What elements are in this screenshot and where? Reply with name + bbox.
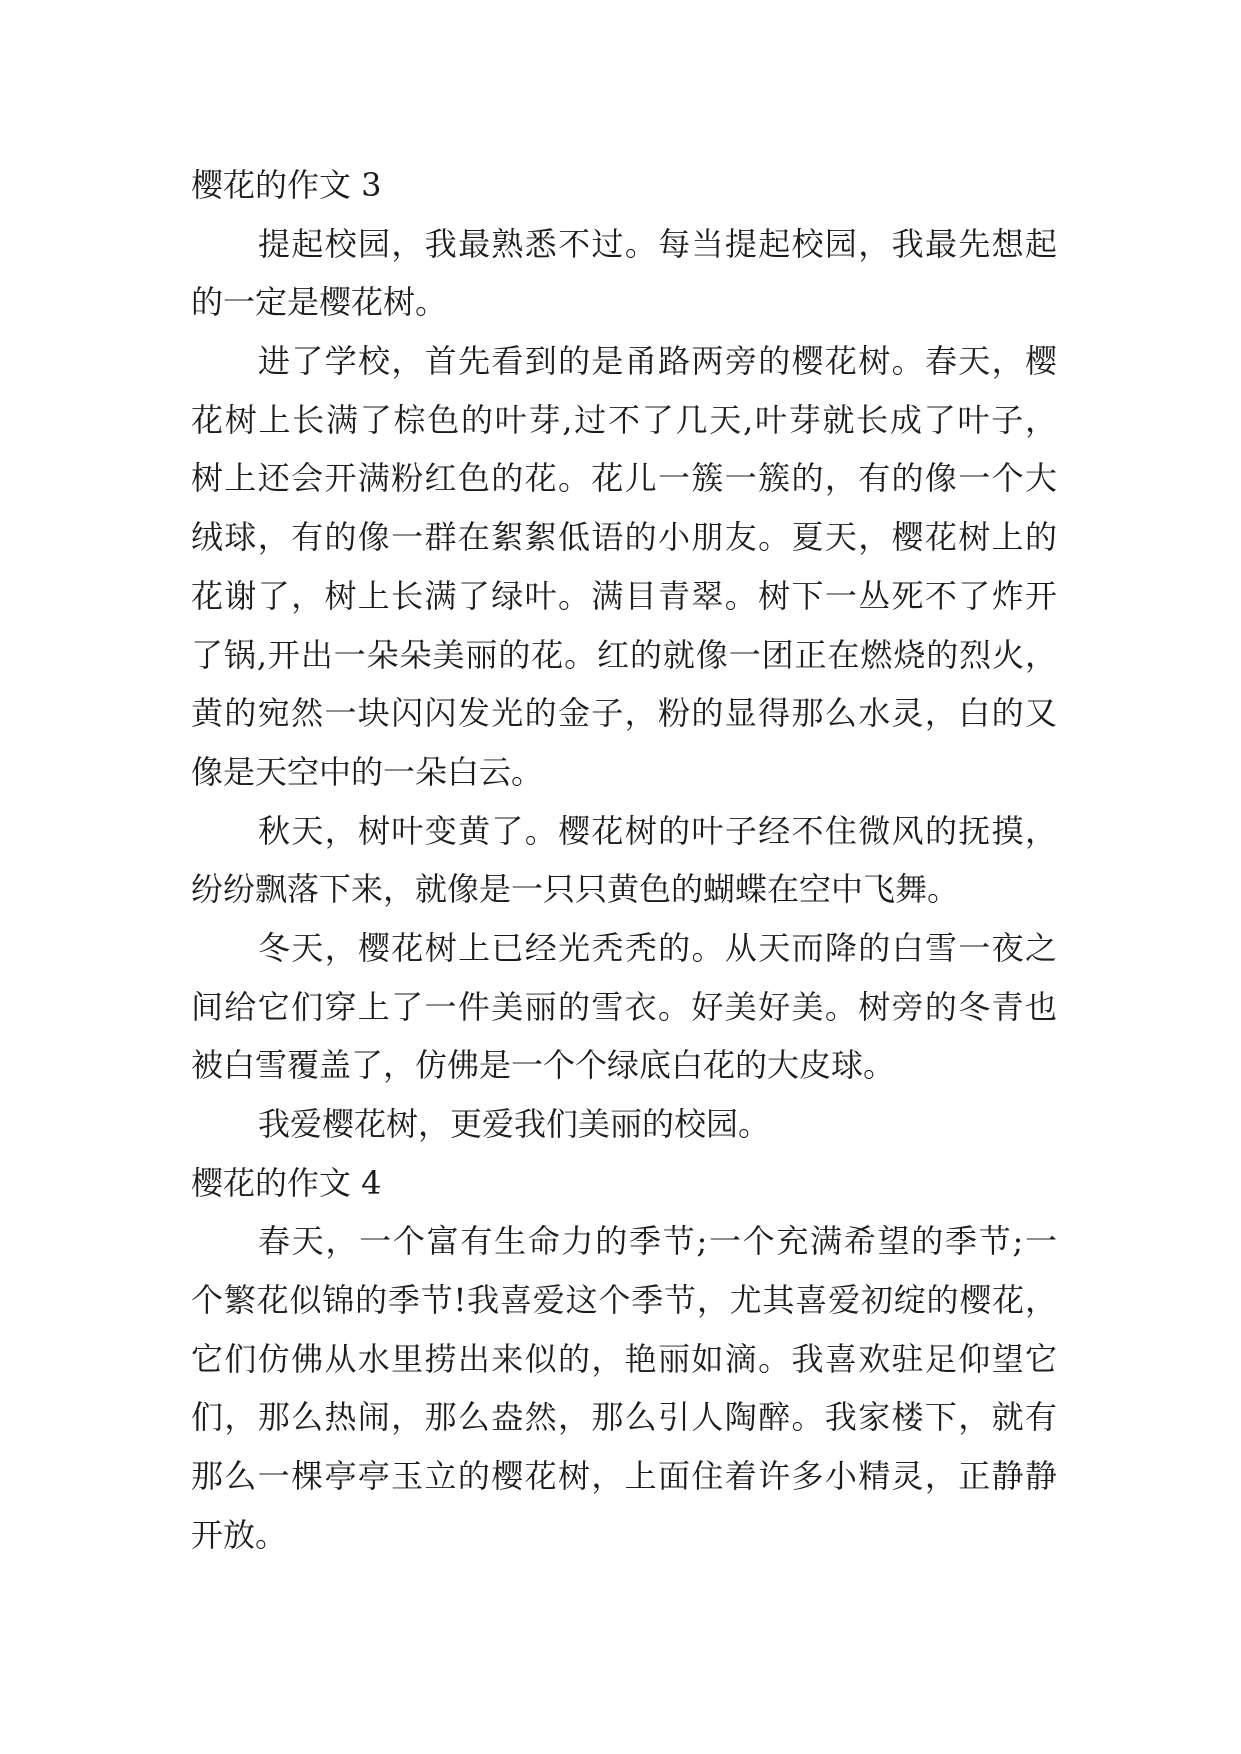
paragraph — [191, 215, 1057, 332]
paragraph-line: 像是天空中的一朵白云。 — [191, 752, 544, 791]
essay-section — [191, 156, 1057, 1154]
paragraph-line: 花谢了，树上长满了绿叶。满目青翠。树下一丛死不了炸开 — [191, 576, 1057, 615]
essay-title: 樱花的作文 4 — [191, 1163, 382, 1202]
paragraph-line: 纷纷飘落下来，就像是一只只黄色的蝴蝶在空中飞舞。 — [191, 870, 960, 909]
paragraph — [191, 1095, 1057, 1154]
paragraph-line: 绒球，有的像一群在絮絮低语的小朋友。夏天，樱花树上的 — [191, 518, 1057, 557]
paragraph-line: 秋天，树叶变黄了。樱花树的叶子经不住微风的抚摸， — [258, 811, 1057, 850]
essay-title: 樱花的作文 3 — [191, 166, 382, 204]
paragraph-line: 黄的宛然一块闪闪发光的金子，粉的显得那么水灵，白的又 — [191, 694, 1057, 733]
paragraph — [191, 802, 1057, 919]
paragraph-line: 提起校园，我最熟悉不过。每当提起校园，我最先想起 — [258, 224, 1057, 263]
paragraph-line: 间给它们穿上了一件美丽的雪衣。好美好美。树旁的冬青也 — [191, 987, 1057, 1026]
paragraph-line: 花树上长满了棕色的叶芽,过不了几天,叶芽就长成了叶子， — [191, 400, 1057, 439]
paragraph-line: 了锅,开出一朵朵美丽的花。红的就像一团正在燃烧的烈火， — [191, 635, 1057, 674]
essay-section — [191, 1154, 1057, 1565]
paragraph-line: 我爱樱花树，更爱我们美丽的校园。 — [258, 1105, 771, 1143]
paragraph-line: 开放。 — [191, 1515, 288, 1554]
paragraph-line: 春天，一个富有生命力的季节;一个充满希望的季节;一 — [258, 1222, 1057, 1261]
paragraph-line: 的一定是樱花树。 — [191, 283, 448, 322]
paragraph — [191, 332, 1057, 802]
paragraph-line: 个繁花似锦的季节!我喜爱这个季节，尤其喜爱初绽的樱花， — [191, 1281, 1057, 1320]
paragraph-line: 们，那么热闹，那么盎然，那么引人陶醉。我家楼下，就有 — [191, 1398, 1057, 1437]
paragraph-line: 树上还会开满粉红色的花。花儿一簇一簇的，有的像一个大 — [191, 459, 1057, 498]
paragraph-line: 冬天，樱花树上已经光秃秃的。从天而降的白雪一夜之 — [258, 928, 1057, 967]
paragraph — [191, 919, 1057, 1095]
paragraph-line: 那么一棵亭亭玉立的樱花树，上面住着许多小精灵，正静静 — [191, 1457, 1057, 1496]
paragraph-line: 它们仿佛从水里捞出来似的，艳丽如滴。我喜欢驻足仰望它 — [191, 1339, 1057, 1378]
document-page — [191, 156, 1057, 1565]
paragraph-line: 被白雪覆盖了，仿佛是一个个绿底白花的大皮球。 — [191, 1046, 896, 1085]
paragraph — [191, 1212, 1057, 1564]
paragraph-line: 进了学校，首先看到的是甬路两旁的樱花树。春天，樱 — [258, 342, 1057, 381]
